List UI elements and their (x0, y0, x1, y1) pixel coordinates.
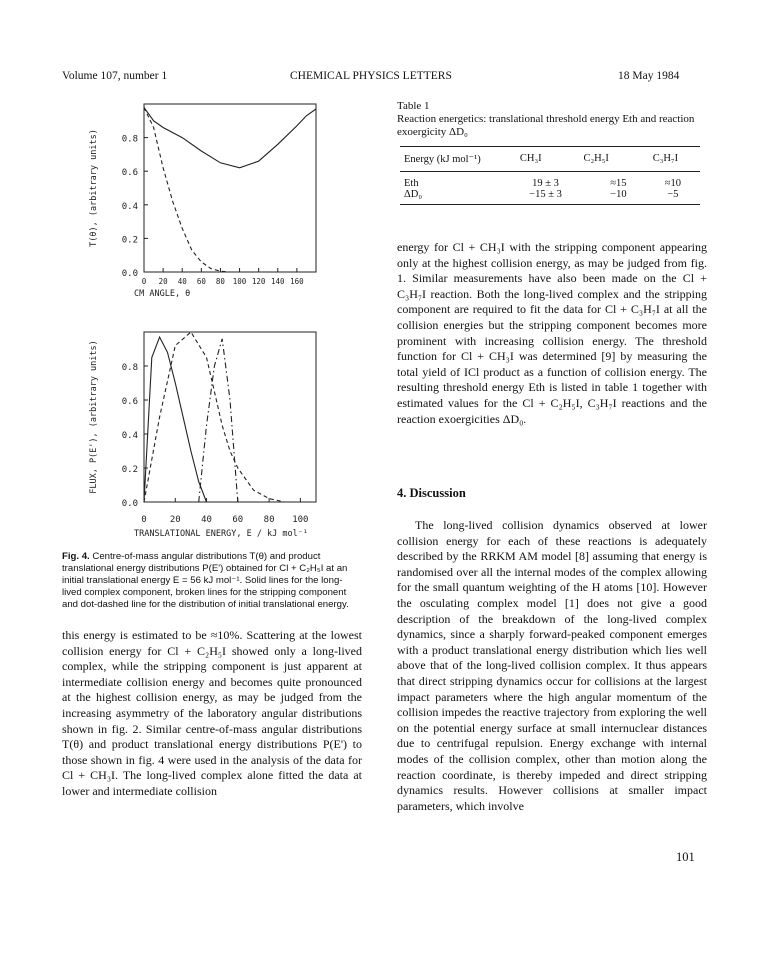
angular-distribution-plot (89, 104, 316, 299)
top-x-axis-label: CM ANGLE, θ (134, 289, 191, 299)
top-x-tick-label: 140 (271, 277, 285, 286)
top-x-tick-label: 160 (290, 277, 304, 286)
top-series-dashed (144, 107, 230, 272)
bottom-x-tick-label: 20 (169, 515, 181, 525)
discussion-paragraph: The long-lived collision dynamics observed at lower collision energy for each of these reactions is adequately described by the RRKM AM model [8] assuming that energy is randomised over all the internal modes of the complex allowing for the small quantum weighting of the H atoms [10]. However the osculating complex model [1] does not give a good description of the breakdown of the long-lived complex dynamics, since a sharply forward-peaked component emerges with a product translational energy distribution which lies well above that of the long-lived collision complex. It thus appears that direct stripping dynamics occur for collisions at the largest impact parameters where the high angular momentum of the collision impedes the reactive trajectory from exploring the well on the potential energy surface at small internuclear distances due to centrifugal repulsion. Energy exchange with internal modes of the collision complex, other than motion along the reaction coordinate, is thereby impeded and direct stripping dynamics results. However collisions at smaller impact parameters, which involve (397, 518, 707, 813)
energy-distribution-plot (89, 332, 316, 539)
top-x-tick-label: 120 (251, 277, 266, 286)
left-paragraph: this energy is estimated to be ≈10%. Scattering at the lowest collision energy for Cl + C₂H₅I showed only a long-lived complex, while the stripping component is just apparent at intermediate collision energy and becomes quite pronounced at the highest collision energy, as may be judged from the increasing asymmetry of the laboratory angular distributions shown in fig. 2. Similar centre-of-mass angular distributions T(θ) and product translational energy distributions P(E') to those shown in fig. 4 were used in the analysis of the data for Cl + CH₃I. The long-lived complex alone fitted the data at lower and intermediate collision (62, 628, 362, 798)
header-journal: CHEMICAL PHYSICS LETTERS (290, 70, 452, 82)
top-series-solid (144, 107, 316, 167)
right-paragraph: energy for Cl + CH₃I with the stripping component appearing only at the highest collision energy, as may be judged from fig. 1. Similar measurements have also been made on the Cl + C₃H₇I reaction. Both the long-lived complex and the stripping component are required to fit the data for Cl + C₃H₇I at all the collision energies but the stripping component becomes more prominent with increasing collision energy. The threshold function for Cl + CH₃I was determined [9] by measuring the total yield of ICl product as a function of collision energy. The resulting threshold energy Eth is listed in table 1 together with estimated values for the Cl + C₂H₅I, C₃H₇I reactions and the reaction exoergicities ΔD₀. (397, 240, 707, 426)
table-header-cell: C₃H₇I (652, 153, 679, 164)
header-volume: Volume 107, number 1 (62, 70, 168, 82)
table-cell: −5 (667, 189, 679, 200)
table-1 (400, 146, 700, 205)
figure-caption-text: Centre-of-mass angular distributions T(θ) and product translational energy distributions P(E') obtained for Cl + C₂H₅I at an initial translational energy E = 56 kJ mol⁻¹. Solid lines for the long-lived complex component, broken lines for the stripping component and dot-dashed line for the distribution of initial translational energy. (62, 551, 349, 610)
top-y-tick-label: 0.8 (121, 134, 138, 145)
figure-4 (82, 100, 362, 540)
bottom-x-tick-label: 0 (141, 515, 147, 525)
top-x-tick-label: 100 (232, 277, 247, 286)
top-x-tick-label: 20 (158, 277, 168, 286)
bottom-series-solid (144, 337, 207, 502)
table-cell: ≈15 (610, 178, 627, 189)
table-cell: ≈10 (664, 178, 681, 189)
section-heading: 4. Discussion (397, 486, 466, 500)
table-header-cell: C₂H₅I (583, 153, 609, 164)
top-y-tick-label: 0.2 (121, 235, 138, 246)
bottom-x-axis-label: TRANSLATIONAL ENERGY, E / kJ mol⁻¹ (134, 529, 308, 539)
bottom-series-dot-dashed (199, 339, 238, 502)
table-cell: Eth (404, 178, 419, 189)
bottom-y-tick-label: 0.6 (121, 397, 138, 407)
bottom-y-tick-label: 0.8 (121, 363, 138, 373)
table-cell: ΔD₀ (404, 189, 422, 200)
table-row (400, 178, 700, 189)
bottom-y-tick-label: 0.4 (121, 431, 138, 441)
table-caption-text: Reaction energetics: translational threshold energy Eth and reaction exoergicity ΔD₀ (397, 113, 695, 138)
bottom-y-tick-label: 0.0 (121, 499, 138, 509)
top-x-tick-label: 60 (196, 277, 206, 286)
table-cell: −15 ± 3 (529, 189, 562, 200)
top-y-tick-label: 0.0 (121, 269, 138, 279)
figure-caption (62, 551, 362, 611)
figure-caption-label: Fig. 4. (62, 551, 90, 562)
table-1-caption (397, 100, 707, 139)
table-row (400, 189, 700, 200)
page-number: 101 (676, 850, 695, 864)
top-y-tick-label: 0.6 (121, 168, 138, 179)
left-column (62, 628, 362, 800)
bottom-plot-frame (144, 332, 316, 502)
table-header-cell: Energy (kJ mol⁻¹) (404, 154, 481, 165)
table-label: Table 1 (397, 100, 430, 112)
top-x-tick-label: 80 (215, 277, 225, 286)
bottom-x-tick-label: 60 (232, 515, 244, 525)
right-column-discussion (397, 518, 707, 814)
table-cell: 19 ± 3 (532, 178, 559, 189)
bottom-y-tick-label: 0.2 (121, 465, 138, 475)
header-date: 18 May 1984 (618, 70, 680, 82)
top-x-tick-label: 40 (177, 277, 187, 286)
top-plot-frame (144, 104, 316, 272)
bottom-x-tick-label: 100 (292, 515, 309, 525)
top-y-tick-label: 0.4 (121, 201, 138, 212)
top-y-axis-label: T(θ), (arbitrary units) (89, 129, 99, 247)
bottom-y-axis-label: FLUX, P(E'), (arbitrary units) (89, 340, 99, 494)
table-header-cell: CH₃I (519, 153, 542, 164)
bottom-x-tick-label: 40 (201, 515, 212, 525)
bottom-series-dashed (144, 332, 300, 502)
right-column-upper (397, 240, 707, 427)
top-x-tick-label: 0 (141, 277, 147, 286)
table-cell: −10 (610, 189, 627, 200)
bottom-x-tick-label: 80 (263, 515, 275, 525)
table-header-row (400, 153, 700, 165)
